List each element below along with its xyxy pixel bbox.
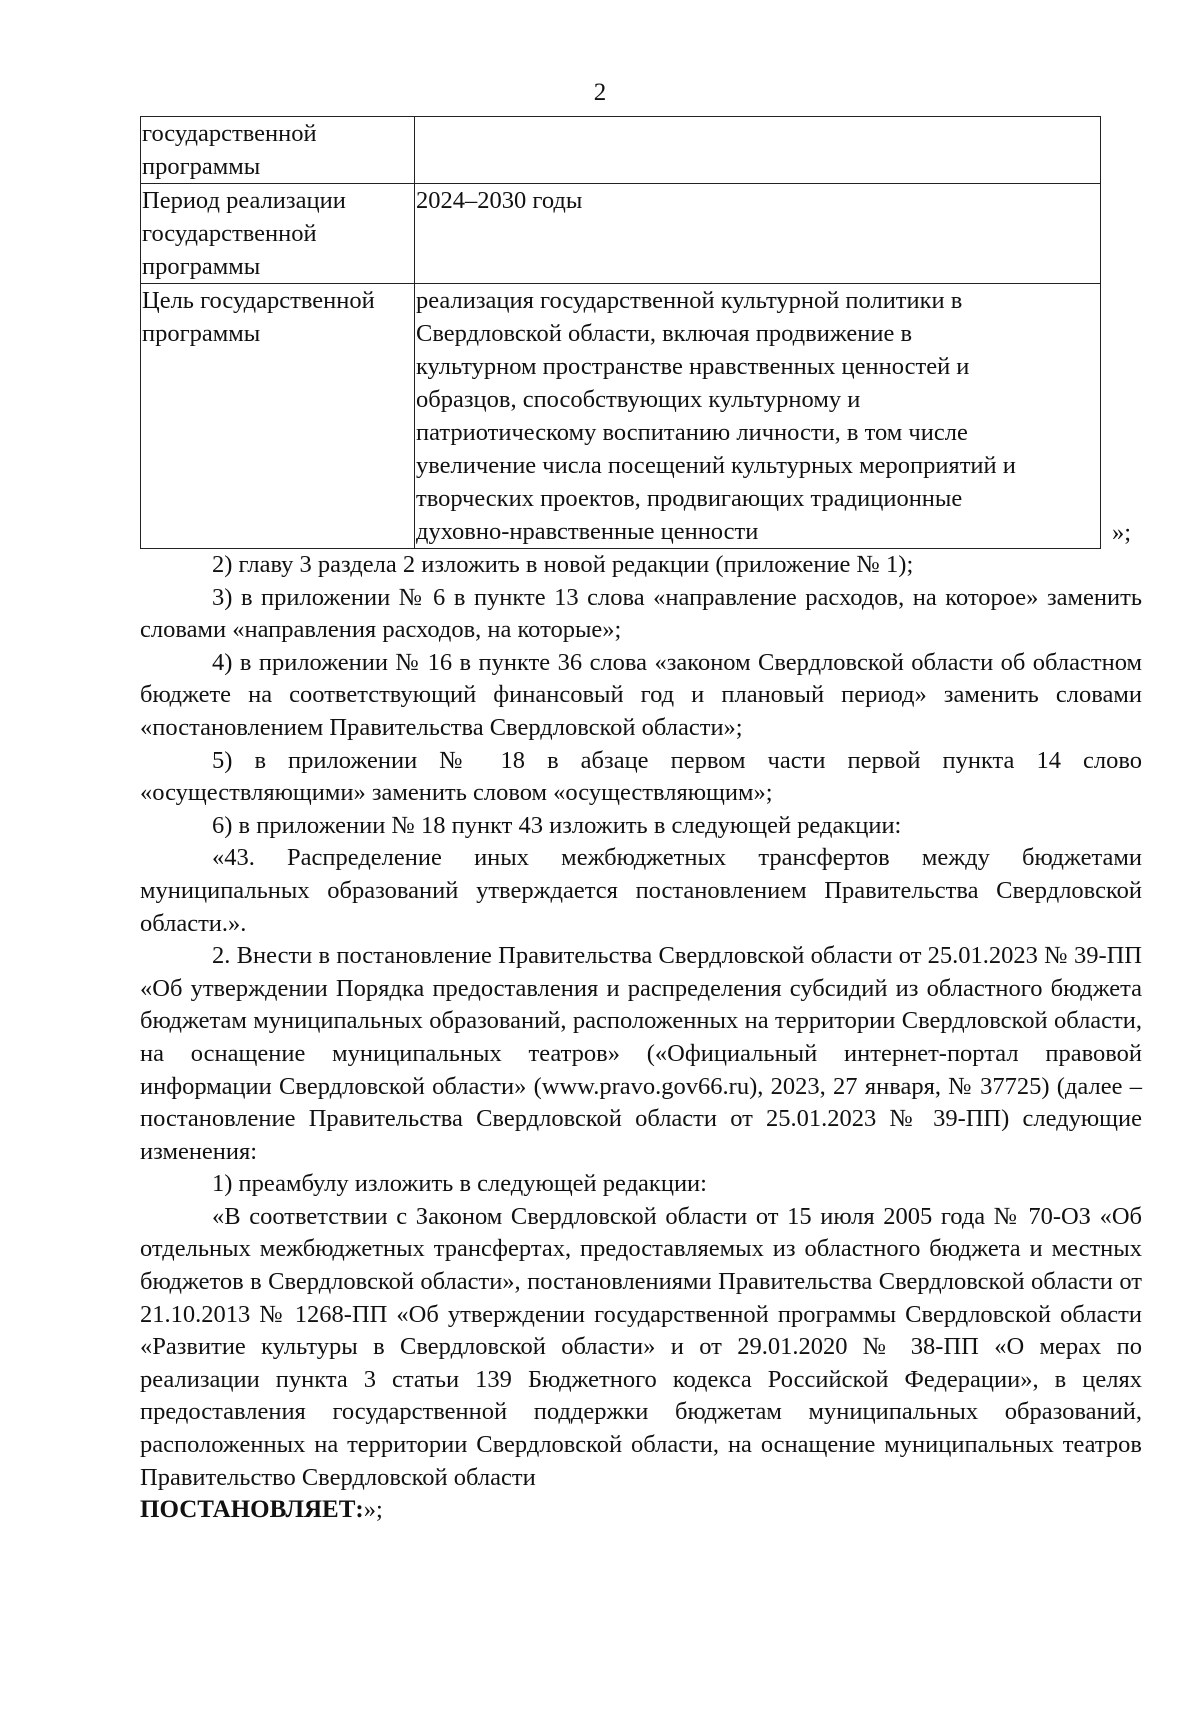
table-row-label: Период реализации государственной программы [141,184,415,284]
table-row-value: реализация государственной культурной политики в Свердловской области, включая продвижение в культурном пространстве нравственных ценностей и образцов, способствующих культурному и патриотическому воспитанию личности, в том числе увеличение числа посещений культурных мероприятий и творческих проектов, продвигающих традиционные духовно-нравственные ценности [415,284,1101,549]
decree-word: ПОСТАНОВЛЯЕТ: [140,1496,364,1524]
table-row-label: Цель государственной программы [141,284,415,549]
program-passport-table [140,116,1101,549]
paragraph: «В соответствии с Законом Свердловской области от 15 июля 2005 года № 70-ОЗ «Об отдельных межбюджетных трансфертах, предоставляемых из областного бюджета и местных бюджетов в Свердловской области», постановлениями Правительства Свердловской области от 21.10.2013 № 1268-ПП «Об утверждении государственной программы Свердловской области «Развитие культуры в Свердловской области» и от 29.01.2020 № 38-ПП «О мерах по реализации пункта 3 статьи 139 Бюджетного кодекса Российской Федерации», в целях предоставления государственной поддержки бюджетам муниципальных образований, расположенных на территории Свердловской области, на оснащение муниципальных театров Правительство Свердловской области [140,1202,1142,1491]
decree-line [140,1494,1142,1527]
paragraph: 2) главу 3 раздела 2 изложить в новой редакции (приложение № 1); [212,551,914,578]
table-row-label: государственной программы [141,117,415,184]
paragraph: 3) в приложении № 6 в пункте 13 слова «направление расходов, на которое» заменить словами «направления расходов, на которые»; [140,583,1142,644]
table-row-value [415,117,1101,184]
paragraph: 2. Внести в постановление Правительства Свердловской области от 25.01.2023 № 39-ПП «Об утверждении Порядка предоставления и распределения субсидий из областного бюджета бюджетам муниципальных образований, расположенных на территории Свердловской области, на оснащение муниципальных театров» («Официальный интернет-портал правовой информации Свердловской области» (www.pravo.gov66.ru), 2023, 27 января, № 37725) (далее – постановление Правительства Свердловской области от 25.01.2023 № 39-ПП) следующие изменения: [140,942,1142,1165]
table-row [141,284,1101,549]
table-closing-quote: »; [1112,519,1132,546]
table-row [141,117,1101,184]
paragraph: 5) в приложении № 18 в абзаце первом части первой пункта 14 слово «осуществляющими» заменить словом «осуществляющим»; [140,746,1142,807]
table-row-value: 2024–2030 годы [415,184,1101,284]
paragraph: «43. Распределение иных межбюджетных трансфертов между бюджетами муниципальных образований утверждается постановлением Правительства Свердловской области.». [140,844,1142,937]
paragraph: 4) в приложении № 16 в пункте 36 слова «законом Свердловской области об областном бюджете на соответствующий финансовый год и плановый период» заменить словами «постановлением Правительства Свердловской области»; [140,648,1142,741]
paragraph: 6) в приложении № 18 пункт 43 изложить в следующей редакции: [212,811,902,839]
decree-suffix: »; [363,1496,383,1524]
paragraph: 1) преамбулу изложить в следующей редакции: [212,1170,707,1198]
document-body [140,549,1142,1527]
table-row [141,184,1101,284]
page-number: 2 [593,79,607,106]
